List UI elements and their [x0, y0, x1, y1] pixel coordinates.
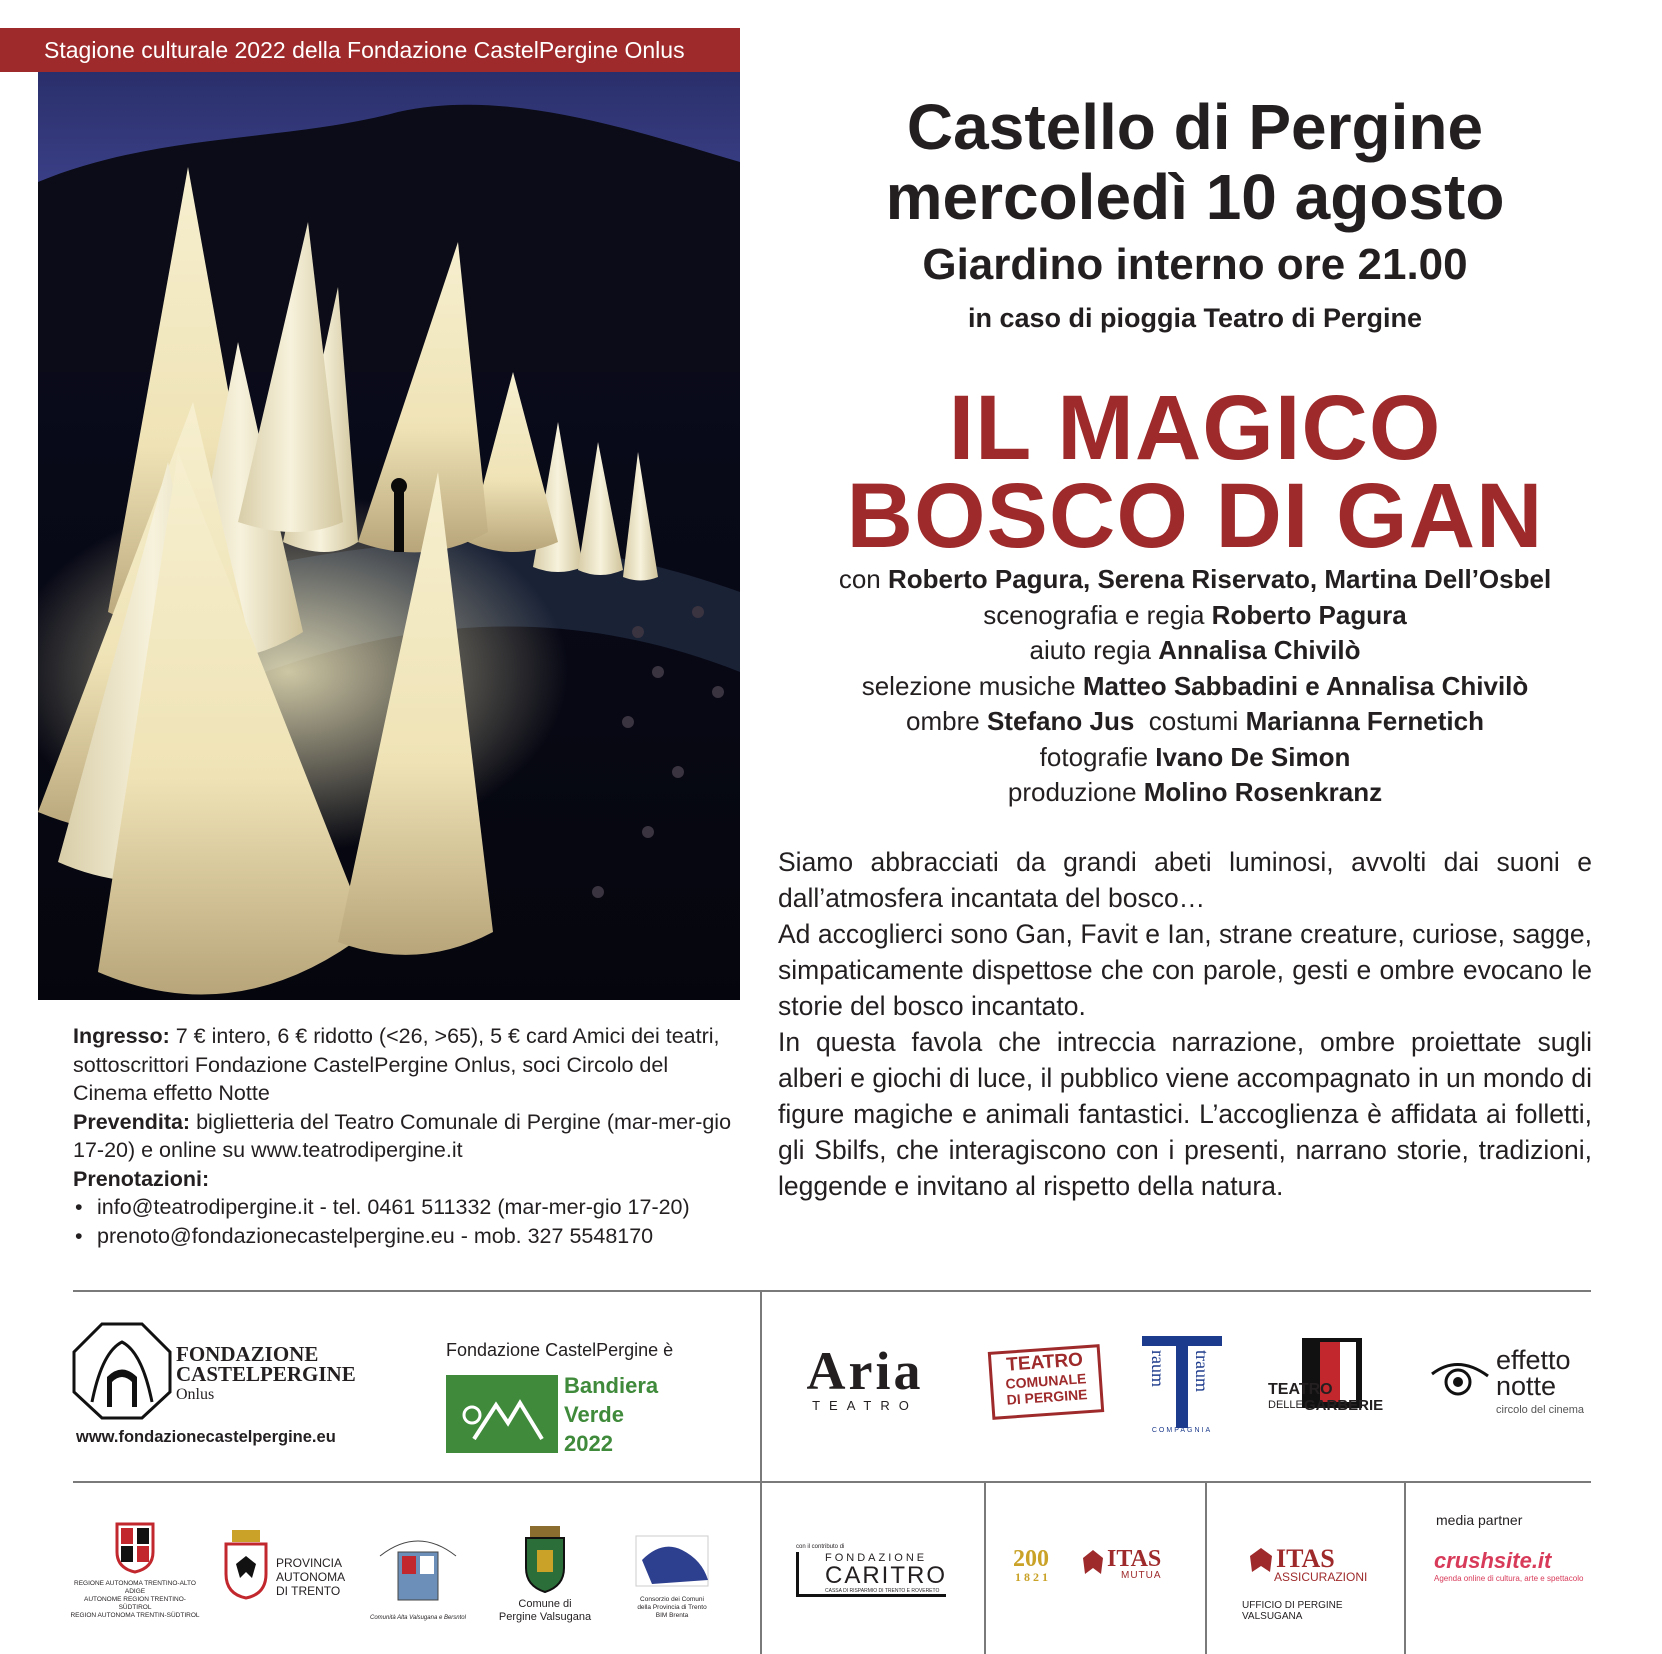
ticket-info: Ingresso: 7 € intero, 6 € ridotto (<26, >65), 5 € card Amici dei teatri, sottoscrittori Fondazione CastelPergine Onlus, soci Circolo del Cinema effetto Notte Prevendita: biglietteria del Teatro Comunale di Pergine (mar-mer-gio 17-20) e online su www.teatrodipergine.it Prenotazioni: • info@teatrodipergine.it - tel. 0461 511332 (mar-mer-gio 17-20) • prenoto@fondazionecastelpergine.eu - mob. 327 5548170	[73, 1022, 733, 1250]
consorzio-bim-logo: Consorzio dei Comuni della Provincia di Trento BIM Brenta	[622, 1530, 722, 1620]
media-partner-label: media partner	[1436, 1512, 1523, 1528]
caritro-logo: con il contributo di FONDAZIONE CARITRO CASSA DI RISPARMIO DI TRENTO E ROVERETO	[796, 1544, 946, 1597]
fondazione-logo: FONDAZIONE CASTELPERGINE Onlus	[72, 1322, 372, 1422]
aria-teatro-logo: Aria TEATRO	[806, 1341, 924, 1413]
crushsite-logo[interactable]: crushsite.it	[1434, 1548, 1552, 1573]
raum-traum-logo: raum traum COMPAGNIA	[1142, 1336, 1222, 1434]
credit-line: produzione Molino Rosenkranz	[1007, 777, 1383, 807]
comunita-logo: Comunità Alta Valsugana e Bersntol	[370, 1526, 466, 1622]
bar-icon	[1176, 1344, 1188, 1428]
divider	[760, 1292, 762, 1654]
itas-assicurazioni-logo: ITAS ASSICURAZIONI UFFICIO DI PERGINE VALSUGANA	[1242, 1544, 1368, 1622]
coat-of-arms-icon	[115, 1522, 155, 1574]
description-paragraph: Ad accoglierci sono Gan, Favit e Ian, strane creature, curiose, sagge, simpaticamente dispettose che con parole, gesti e ombre evocano le storie del bosco incantato.	[778, 919, 1592, 1021]
credits-block	[760, 562, 1630, 811]
description-paragraph: In questa favola che intreccia narrazione, ombre proiettate sugli alberi e giochi di luce, il pubblico viene accompagnato in un mondo di figure magiche e animali fantastici. L’accoglienza è affidata ai folletti, gli Sbilfs, che interagiscono con i presenti, narrano storie, tradizioni, leggende e invitano al rispetto della natura.	[778, 1027, 1592, 1201]
eagle-shield-icon	[224, 1530, 268, 1600]
event-time: Giardino interno ore 21.00	[922, 240, 1468, 289]
credit-line: ombre Stefano Jus costumi Marianna Fernetich	[906, 706, 1484, 736]
event-date: mercoledì 10 agosto	[885, 161, 1505, 233]
bandiera-verde-text: Bandiera Verde 2022	[564, 1373, 659, 1456]
regione-logo: REGIONE AUTONOMA TRENTINO-ALTO ADIGE AUTONOME REGION TRENTINO-SÜDTIROL REGION AUTONOMA TRENTIN-SÜDTIROL	[70, 1522, 200, 1620]
divider	[73, 1290, 1591, 1292]
rain-note: in caso di pioggia Teatro di Pergine	[967, 303, 1423, 333]
description-paragraph: Siamo abbracciati da grandi abeti luminosi, avvolti dai suoni e dall’atmosfera incantata del bosco…	[778, 847, 1592, 913]
divider	[1205, 1483, 1207, 1654]
eagle-icon	[1081, 1548, 1105, 1578]
itas-mutua-logo: 200 1821 ITAS MUTUA	[1013, 1546, 1162, 1584]
contact-item[interactable]: • info@teatrodipergine.it - tel. 0461 511332 (mar-mer-gio 17-20)	[73, 1193, 733, 1222]
legambiente-logo	[446, 1375, 558, 1453]
show-title-line2: BOSCO DI GAN	[846, 465, 1544, 567]
effetto-notte-logo: effetto notte circolo del cinema	[1428, 1350, 1598, 1430]
comune-shield-icon	[522, 1526, 568, 1594]
divider	[984, 1483, 986, 1654]
bandiera-intro: Fondazione CastelPergine è	[446, 1340, 674, 1360]
credit-line: fotografie Ivano De Simon	[1039, 741, 1351, 772]
event-photo	[38, 72, 740, 1000]
eagle-icon	[1248, 1546, 1274, 1576]
show-title-line1: IL MAGICO	[948, 377, 1442, 479]
contact-item[interactable]: • prenoto@fondazionecastelpergine.eu - mob. 327 5548170	[73, 1222, 733, 1251]
credit-line: scenografia e regia Roberto Pagura	[983, 599, 1407, 630]
credit-line: con Roberto Pagura, Serena Riservato, Martina Dell’Osbel	[838, 564, 1552, 594]
crushsite-tagline: Agenda online di cultura, arte e spettacolo	[1434, 1574, 1584, 1583]
glowing-cones-image	[38, 72, 740, 1000]
credit-line: selezione musiche Matteo Sabbadini e Annalisa Chivilò	[861, 670, 1529, 701]
map-icon	[632, 1530, 712, 1592]
fondazione-url[interactable]: www.fondazionecastelpergine.eu	[76, 1428, 336, 1446]
teatro-comunale-logo: TEATRO COMUNALE DI PERGINE	[988, 1344, 1104, 1420]
season-banner: Stagione culturale 2022 della Fondazione CastelPergine Onlus	[0, 28, 740, 72]
garberie-logo: TEATRO DELLE GARBERIE	[1268, 1338, 1373, 1422]
show-description	[778, 844, 1592, 1204]
divider	[1404, 1483, 1406, 1654]
credit-line: aiuto regia Annalisa Chivilò	[1029, 635, 1361, 665]
mountain-icon	[446, 1375, 558, 1453]
provincia-logo: PROVINCIA AUTONOMA DI TRENTO	[224, 1530, 344, 1610]
eye-icon	[1428, 1354, 1498, 1404]
comunita-emblem-icon	[370, 1526, 466, 1610]
divider	[73, 1481, 1591, 1483]
castle-octagon-icon	[72, 1322, 172, 1420]
venue-title: Castello di Pergine	[906, 91, 1484, 163]
comune-pergine-logo: Comune di Pergine Valsugana	[490, 1526, 600, 1624]
